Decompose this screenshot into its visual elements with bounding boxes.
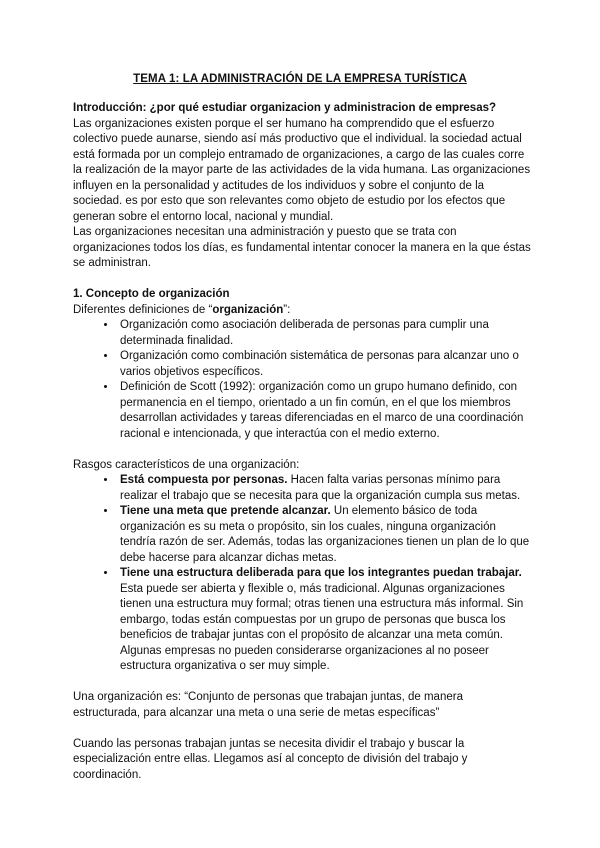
spacer <box>73 442 533 458</box>
definition-item: • Organización como combinación sistemática de personas para alcanzar uno o varios objetivos específicos. <box>117 349 533 380</box>
trait-title: Está compuesta por personas. <box>120 474 288 486</box>
intro-heading: Introducción: ¿por qué estudiar organizacion y administracion de empresas? <box>73 102 497 114</box>
intro-paragraph-2: Las organizaciones necesitan una administración y puesto que se trata con organizaciones todos los días, es fundamental intentar conocer la manera en la que éstas se administran. <box>73 226 531 269</box>
trait-item <box>117 566 533 675</box>
intro-paragraph-1: Las organizaciones existen porque el ser humano ha comprendido que el esfuerzo colectivo puede aunarse, siendo así más productivo que el individual. la sociedad actual está formada por un complejo entramado de organizaciones, a cargo de las cuales corre la realización de la mayor parte de las actividades de la vida humana. Las organizaciones influyen en la personalidad y actitudes de los individuos y sobre el conjunto de la sociedad. es por esto que son relevantes como objeto de estudio por los efectos que generan sobre el entorno local, nacional y mundial. <box>73 117 531 223</box>
definitions-intro-term: organización <box>212 303 284 316</box>
closing-paragraph: Cuando las personas trabajan juntas se necesita dividir el trabajo y buscar la especialización entre ellas. Llegamos así al concepto de división del trabajo y coordinación. <box>73 737 468 781</box>
document-title: TEMA 1: LA ADMINISTRACIÓN DE LA EMPRESA TURÍSTICA <box>133 73 467 85</box>
definition-item: • Organización como asociación deliberada de personas para cumplir una determinada finalidad. <box>117 318 533 349</box>
trait-title: Tiene una meta que pretende alcanzar. <box>120 505 331 517</box>
definitions-list <box>73 318 533 442</box>
definitions-intro-pre: Diferentes definiciones de “ <box>73 303 213 316</box>
trait-text: Hacen falta varias personas mínimo para realizar el trabajo que se necesita para que la organización cumpla sus metas. <box>120 474 521 502</box>
trait-title: Tiene una estructura deliberada para que los integrantes puedan trabajar. <box>120 567 522 579</box>
spacer <box>73 272 533 288</box>
spacer <box>73 675 533 691</box>
traits-intro: Rasgos característicos de una organización: <box>73 458 300 471</box>
spacer <box>73 721 533 737</box>
trait-item <box>117 504 533 566</box>
definition-item: • Definición de Scott (1992): organización como un grupo humano definido, con permanencia en el tiempo, orientado a un fin común, en el que los miembros desarrollan actividades y tareas diferenciadas en el marco de una coordinación racional e intencionada, y que interactúa con el medio externo. <box>117 380 533 442</box>
section-1-heading: 1. Concepto de organización <box>73 288 230 300</box>
trait-text: Esta puede ser abierta y flexible o, más tradicional. Algunas organizaciones tienen una estructura muy formal; otras tienen una estructura más informal. Sin embargo, todas están compuestas por un grupo de personas que busca los beneficios de trabajar juntas con el propósito de alcanzar una meta común. Algunas empresas no pueden considerarse organizaciones al no poseer estructura organizativa o ser muy simple. <box>120 582 524 672</box>
definitions-intro <box>73 303 533 319</box>
document-body <box>73 101 533 783</box>
trait-text: Un elemento básico de toda organización es su meta o propósito, sin los cuales, ninguna organización tendría razón de ser. Además, todas las organizaciones tienen un plan de lo que debe hacerse para alcanzar dichas metas. <box>120 505 530 564</box>
trait-item <box>117 473 533 504</box>
traits-list <box>73 473 533 675</box>
definitions-intro-post: ”: <box>283 303 291 316</box>
organization-quote: Una organización es: “Conjunto de personas que trabajan juntas, de manera estructurada, para alcanzar una meta o una serie de metas específicas” <box>73 691 463 719</box>
